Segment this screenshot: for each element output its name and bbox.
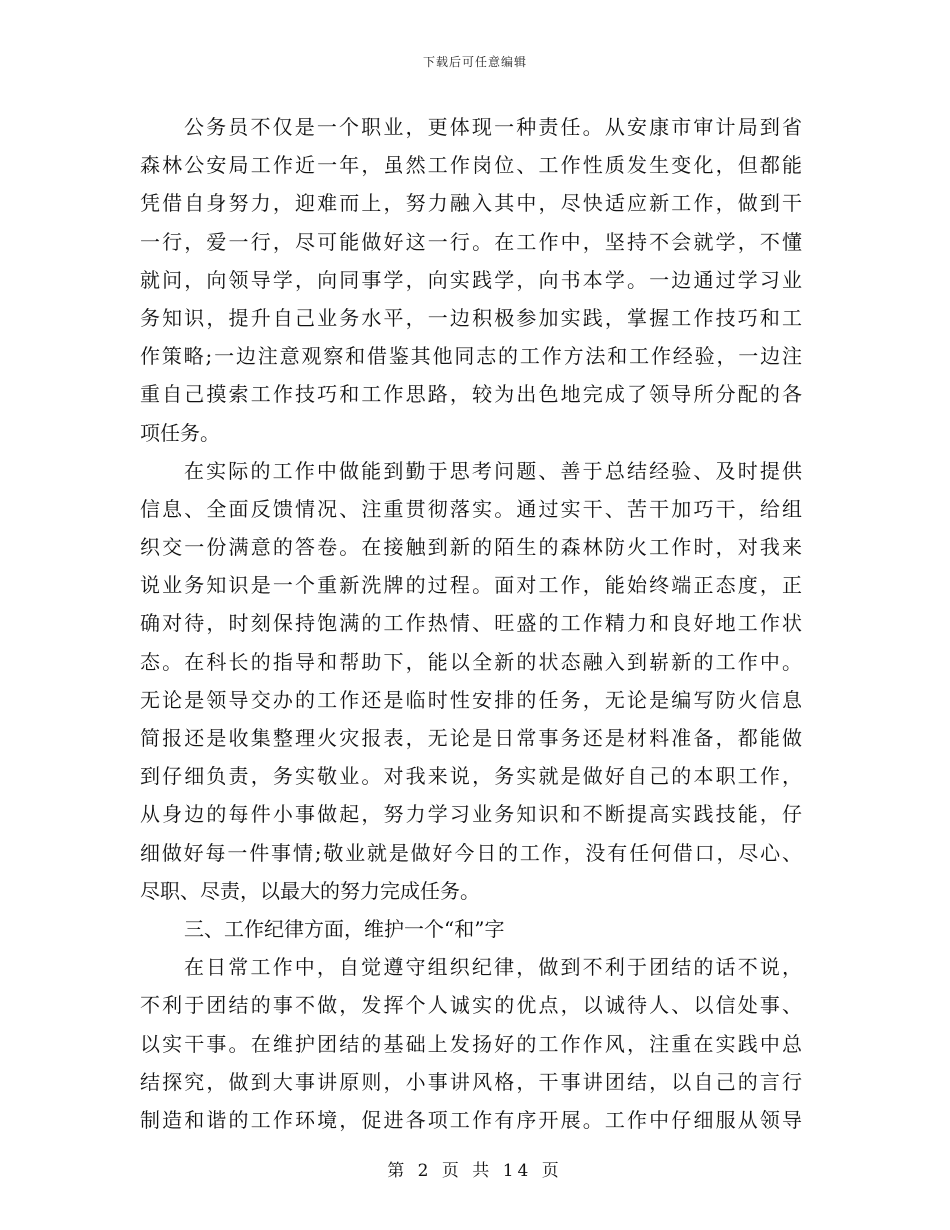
text-line: 说业务知识是一个重新洗牌的过程。面对工作，能始终端正态度，正: [140, 573, 802, 598]
section-heading: 三、工作纪律方面，维护一个“和”字: [184, 916, 505, 941]
text-line: 从身边的每件小事做起，努力学习业务知识和不断提高实践技能，仔: [140, 802, 802, 827]
text-line: 细做好每一件事情;敬业就是做好今日的工作，没有任何借口，尽心、: [140, 840, 802, 865]
text-line: 就问，向领导学，向同事学，向实践学，向书本学。一边通过学习业: [140, 267, 802, 292]
text-line: 项任务。: [140, 420, 220, 445]
text-line: 重自己摸索工作技巧和工作思路，较为出色地完成了领导所分配的各: [140, 382, 802, 407]
text-line: 织交一份满意的答卷。在接触到新的陌生的森林防火工作时，对我来: [140, 535, 802, 560]
text-line: 确对待，时刻保持饱满的工作热情、旺盛的工作精力和良好地工作状: [140, 611, 802, 636]
text-line: 在实际的工作中做能到勤于思考问题、善于总结经验、及时提供: [184, 458, 802, 483]
text-line: 无论是领导交办的工作还是临时性安排的任务，无论是编写防火信息: [140, 687, 802, 712]
text-line: 尽职、尽责，以最大的努力完成任务。: [140, 878, 480, 903]
text-line: 简报还是收集整理火灾报表，无论是日常事务还是材料准备，都能做: [140, 726, 802, 750]
text-line: 一行，爱一行，尽可能做好这一行。在工作中，坚持不会就学，不懂: [140, 229, 802, 254]
text-line: 制造和谐的工作环境，促进各项工作有序开展。工作中仔细服从领导: [140, 1107, 802, 1132]
text-line: 凭借自身努力，迎难而上，努力融入其中，尽快适应新工作，做到干: [140, 191, 802, 216]
text-line: 公务员不仅是一个职业，更体现一种责任。从安康市审计局到省: [184, 115, 802, 139]
text-line: 不利于团结的事不做，发挥个人诚实的优点，以诚待人、以信处事、: [140, 993, 802, 1018]
text-line: 以实干事。在维护团结的基础上发扬好的工作作风，注重在实践中总: [140, 1031, 802, 1056]
text-line: 在日常工作中，自觉遵守组织纪律，做到不利于团结的话不说，: [184, 955, 802, 980]
text-line: 作策略;一边注意观察和借鉴其他同志的工作方法和工作经验，一边注: [140, 344, 802, 369]
page-number: 第 2 页 共 14 页: [387, 1161, 563, 1181]
text-line: 到仔细负责，务实敬业。对我来说，务实就是做好自己的本职工作，: [140, 764, 802, 789]
text-line: 信息、全面反馈情况、注重贯彻落实。通过实干、苦干加巧干，给组: [140, 496, 802, 521]
text-line: 森林公安局工作近一年，虽然工作岗位、工作性质发生变化，但都能: [140, 153, 802, 178]
body-text: [140, 108, 802, 1139]
text-line: 结探究，做到大事讲原则，小事讲风格，干事讲团结，以自己的言行: [140, 1069, 802, 1094]
text-line: 态。在科长的指导和帮助下，能以全新的状态融入到崭新的工作中。: [140, 649, 802, 674]
text-line: 务知识，提升自己业务水平，一边积极参加实践，掌握工作技巧和工: [140, 305, 802, 330]
header-note: 下载后可任意编辑: [422, 55, 527, 69]
